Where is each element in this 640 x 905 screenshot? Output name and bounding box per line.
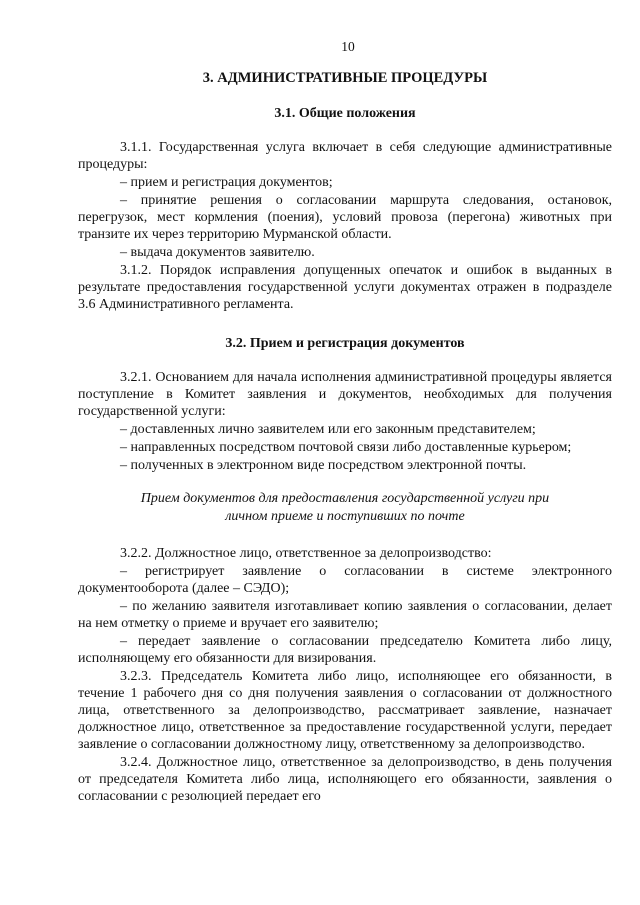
list-item: – выдача документов заявителю. [120, 245, 315, 260]
list-item: – доставленных лично заявителем или его законным представителем; [120, 422, 536, 437]
paragraph-3-2-1: 3.2.1. Основанием для начала исполнения административной процедуры является поступление в Комитет заявления и документов, необходимых для получения государственной услуги: [78, 370, 612, 419]
paragraph-3-2-4: 3.2.4. Должностное лицо, ответственное за делопроизводство, в день получения от председателя Комитета либо лица, исполняющего его обязанности, заявления о согласовании с резолюцией передает его [78, 755, 612, 804]
list-item: – регистрирует заявление о согласовании в системе электронного документооборота (далее – СЭДО); [78, 564, 612, 596]
chapter-heading: 3. АДМИНИСТРАТИВНЫЕ ПРОЦЕДУРЫ [202, 70, 488, 86]
list-item: – полученных в электронном виде посредством электронной почты. [120, 458, 527, 473]
subtitle-line: личном приеме и поступивших по почте [225, 508, 465, 524]
paragraph-3-1-2: 3.1.2. Порядок исправления допущенных опечаток и ошибок в выданных в результате предоставления государственной услуги документах отражен в подразделе 3.6 Административного регламента. [78, 263, 612, 312]
section-title-3-1: 3.1. Общие положения [274, 106, 416, 121]
list-item: – принятие решения о согласовании маршрута следования, остановок, перегрузок, мест кормления (поения), условий провоза (перегона) животных при транзите их через территорию Мурманской области. [78, 193, 612, 242]
paragraph-3-2-2: 3.2.2. Должностное лицо, ответственное за делопроизводство: [120, 546, 492, 561]
section-title-3-2: 3.2. Прием и регистрация документов [225, 336, 465, 351]
list-item: – направленных посредством почтовой связи либо доставленные курьером; [120, 440, 572, 455]
list-item: – прием и регистрация документов; [120, 175, 333, 190]
page-number: 10 [341, 39, 355, 54]
paragraph-3-2-3: 3.2.3. Председатель Комитета либо лицо, исполняющее его обязанности, в течение 1 рабочего дня со дня получения заявления о согласовании от должностного лица, ответственного за делопроизводство, рассматривает заявление, назначает должностное лицо, ответственное за предоставление государственной услуги, передает заявление о согласовании должностному лицу, ответственному за делопроизводство. [78, 669, 612, 752]
list-item: – передает заявление о согласовании председателю Комитета либо лицу, исполняющему его обязанности для визирования. [78, 634, 612, 666]
list-item: – по желанию заявителя изготавливает копию заявления о согласовании, делает на нем отметку о приеме и вручает его заявителю; [78, 599, 612, 631]
subsection-subtitle [102, 490, 588, 525]
subtitle-line: Прием документов для предоставления государственной услуги при [140, 491, 550, 506]
paragraph-3-1-1: 3.1.1. Государственная услуга включает в себя следующие административные процедуры: [78, 140, 612, 172]
